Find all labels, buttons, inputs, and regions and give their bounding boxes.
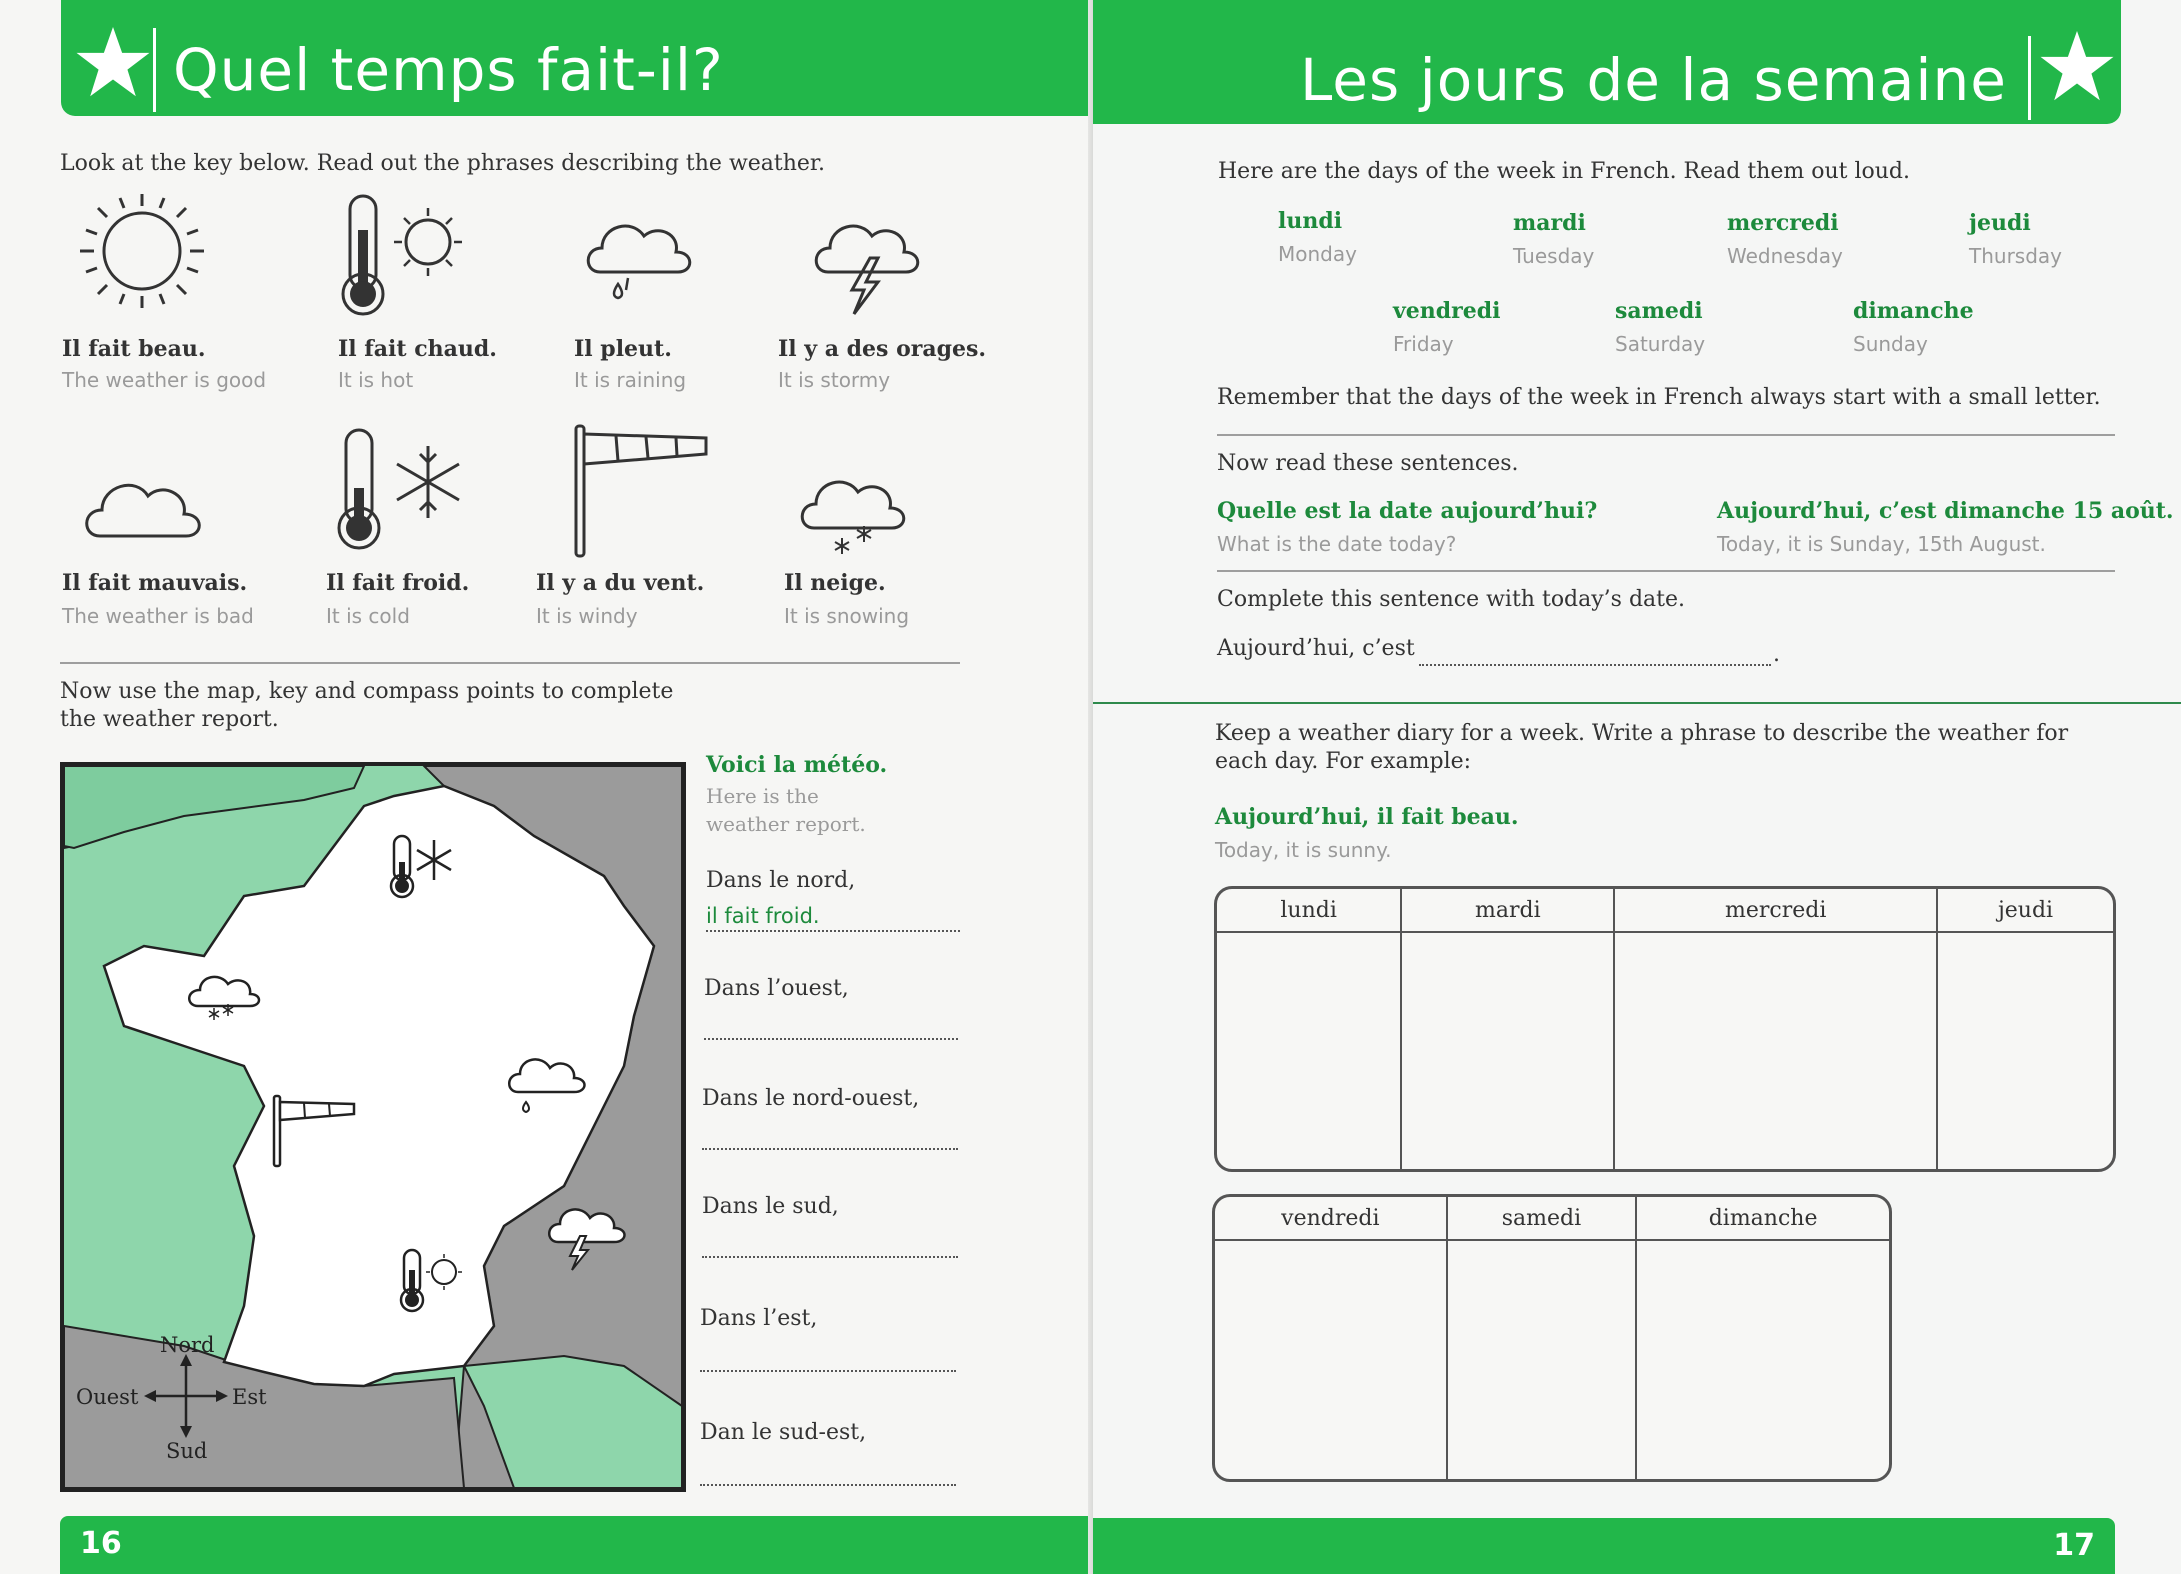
key-en-1: The weather is good	[62, 368, 267, 392]
map-instruction-line1: Now use the map, key and compass points to complete	[60, 679, 674, 704]
report-intro-en-1: Here is the	[706, 784, 819, 808]
report-prompt-5: Dans l’est,	[700, 1306, 818, 1331]
key-fr-7: Il y a du vent.	[536, 570, 705, 596]
day-fr-mercredi: mercredi	[1727, 210, 1839, 236]
diary-cell-samedi[interactable]	[1448, 1241, 1638, 1479]
question-fr: Quelle est la date aujourd’hui?	[1217, 498, 1598, 524]
day-fr-dimanche: dimanche	[1853, 298, 1974, 324]
star-icon-right	[2033, 14, 2121, 118]
banner-divider-right	[2028, 36, 2031, 120]
key-en-6: It is cold	[326, 604, 410, 628]
hot-thermometer-icon	[332, 190, 482, 320]
cloud-icon	[80, 460, 210, 550]
left-footer-bar	[60, 1516, 1093, 1574]
days-instruction: Here are the days of the week in French. Read them out loud.	[1218, 159, 1910, 184]
report-prompt-1: Dans le nord,	[706, 868, 856, 893]
compass-east: Est	[232, 1385, 267, 1409]
day-en-thursday: Thursday	[1969, 244, 2062, 268]
example-fr: Aujourd’hui, il fait beau.	[1215, 804, 1519, 830]
report-line-3[interactable]	[702, 1148, 958, 1150]
key-en-8: It is snowing	[784, 604, 910, 628]
diary-cell-vendredi[interactable]	[1215, 1241, 1448, 1479]
report-prompt-3: Dans le nord-ouest,	[702, 1086, 920, 1111]
day-en-friday: Friday	[1393, 332, 1454, 356]
key-fr-6: Il fait froid.	[326, 570, 470, 596]
star-icon	[69, 10, 157, 114]
section-divider-right	[1093, 702, 2181, 704]
diary-header-vendredi: vendredi	[1215, 1197, 1448, 1241]
page-title: Quel temps fait-il?	[173, 36, 724, 104]
diary-instruction-2: each day. For example:	[1215, 749, 1472, 774]
report-answer-1[interactable]: il fait froid.	[706, 904, 820, 928]
compass-north: Nord	[160, 1333, 215, 1357]
day-en-saturday: Saturday	[1615, 332, 1706, 356]
diary-header-dimanche: dimanche	[1637, 1197, 1889, 1241]
answer-fr: Aujourd’hui, c’est dimanche 15 août.	[1717, 498, 2174, 524]
page-number-left: 16	[80, 1526, 122, 1561]
key-fr-1: Il fait beau.	[62, 336, 206, 362]
report-prompt-2: Dans l’ouest,	[704, 976, 849, 1001]
report-intro-en-2: weather report.	[706, 812, 866, 836]
report-line-6[interactable]	[700, 1484, 956, 1486]
left-title-banner	[61, 0, 1093, 116]
diary-cell-mercredi[interactable]	[1615, 933, 1938, 1169]
remember-note: Remember that the days of the week in French always start with a small letter.	[1217, 385, 2101, 410]
read-sentences: Now read these sentences.	[1217, 451, 1519, 476]
diary-header-mercredi: mercredi	[1615, 889, 1938, 933]
right-title-banner	[1093, 0, 2121, 124]
rule-2	[1217, 570, 2115, 572]
report-line-4[interactable]	[702, 1256, 958, 1258]
section-divider	[60, 662, 960, 664]
storm-cloud-icon	[808, 206, 928, 326]
right-page	[1093, 0, 2181, 1574]
day-en-tuesday: Tuesday	[1513, 244, 1595, 268]
day-en-wednesday: Wednesday	[1727, 244, 1843, 268]
france-map	[64, 766, 682, 1488]
diary-table-week-end	[1212, 1194, 1892, 1482]
diary-cell-dimanche[interactable]	[1637, 1241, 1889, 1479]
map-instruction-line2: the weather report.	[60, 707, 279, 732]
day-en-monday: Monday	[1278, 242, 1357, 266]
question-en: What is the date today?	[1217, 532, 1457, 556]
key-en-3: It is raining	[574, 368, 687, 392]
key-en-7: It is windy	[536, 604, 638, 628]
complete-instruction: Complete this sentence with today’s date.	[1217, 587, 1686, 612]
diary-header-mardi: mardi	[1402, 889, 1615, 933]
key-fr-8: Il neige.	[784, 570, 886, 596]
report-line-2[interactable]	[704, 1038, 958, 1040]
key-fr-5: Il fait mauvais.	[62, 570, 248, 596]
windsock-icon	[566, 420, 726, 560]
day-fr-jeudi: jeudi	[1969, 210, 2031, 236]
answer-en: Today, it is Sunday, 15th August.	[1717, 532, 2046, 556]
day-fr-lundi: lundi	[1278, 208, 1343, 234]
diary-cell-jeudi[interactable]	[1938, 933, 2113, 1169]
key-en-4: It is stormy	[778, 368, 891, 392]
report-line-1[interactable]	[706, 930, 960, 932]
day-fr-samedi: samedi	[1615, 298, 1703, 324]
report-intro-fr: Voici la météo.	[706, 752, 888, 778]
report-prompt-6: Dan le sud-est,	[700, 1420, 867, 1445]
diary-header-lundi: lundi	[1217, 889, 1402, 933]
cold-thermometer-icon	[332, 426, 482, 556]
day-fr-vendredi: vendredi	[1393, 298, 1501, 324]
report-line-5[interactable]	[700, 1370, 956, 1372]
compass-west: Ouest	[76, 1385, 139, 1409]
diary-instruction-1: Keep a weather diary for a week. Write a phrase to describe the weather for	[1215, 721, 2069, 746]
rule-1	[1217, 434, 2115, 436]
key-fr-2: Il fait chaud.	[338, 336, 497, 362]
page-title-right: Les jours de la semaine	[1299, 46, 2007, 114]
key-fr-4: Il y a des orages.	[778, 336, 987, 362]
compass-south: Sud	[166, 1439, 208, 1463]
diary-cell-mardi[interactable]	[1402, 933, 1615, 1169]
snow-cloud-icon	[794, 462, 914, 572]
diary-cell-lundi[interactable]	[1217, 933, 1402, 1169]
complete-period: .	[1773, 642, 1780, 667]
diary-table-week-start	[1214, 886, 2116, 1172]
key-en-2: It is hot	[338, 368, 414, 392]
diary-header-jeudi: jeudi	[1938, 889, 2113, 933]
sun-icon	[72, 186, 212, 316]
rain-cloud-icon	[580, 206, 700, 316]
complete-prompt: Aujourd’hui, c’est	[1217, 636, 1415, 661]
key-instruction: Look at the key below. Read out the phrases describing the weather.	[60, 151, 826, 176]
key-fr-3: Il pleut.	[574, 336, 672, 362]
page-number-right: 17	[2053, 1528, 2095, 1563]
date-answer-line[interactable]	[1419, 664, 1771, 666]
day-fr-mardi: mardi	[1513, 210, 1586, 236]
diary-header-samedi: samedi	[1448, 1197, 1638, 1241]
day-en-sunday: Sunday	[1853, 332, 1928, 356]
right-footer-bar	[1093, 1518, 2115, 1574]
example-en: Today, it is sunny.	[1215, 838, 1392, 862]
weather-map	[60, 762, 686, 1492]
key-en-5: The weather is bad	[62, 604, 254, 628]
report-prompt-4: Dans le sud,	[702, 1194, 839, 1219]
banner-divider	[153, 28, 156, 112]
